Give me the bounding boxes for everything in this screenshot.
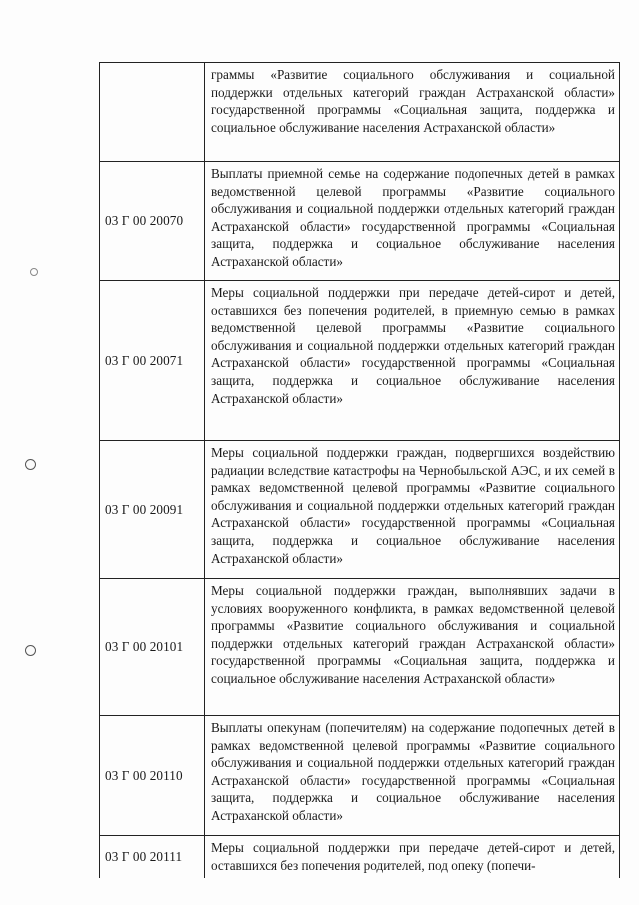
code-cell [100, 63, 205, 161]
table-row [100, 716, 620, 836]
code-cell: 03 Г 00 20101 [100, 579, 205, 715]
table-row [100, 579, 620, 716]
table-row [100, 441, 620, 579]
binder-hole [25, 645, 36, 656]
code-cell: 03 Г 00 20110 [100, 716, 205, 835]
description-cell: Меры социальной поддержки граждан, подвергшихся воздействию радиации вследствие катастрофы на Чернобыльской АЭС, и их семей в рамках ведомственной целевой программы «Развитие социального обслуживания и социальной поддержки отдельных категорий граждан Астраханской области» государственной программы «Социальная защита, поддержка и социальное обслуживание населения Астраханской области» [205, 441, 620, 578]
description-cell: Выплаты приемной семье на содержание подопечных детей в рамках ведомственной целевой программы «Развитие социального обслуживания и социальной поддержки отдельных категорий граждан Астраханской области» государственной программы «Социальная защита, поддержка и социальное обслуживание населения Астраханской области» [205, 162, 620, 280]
description-cell: граммы «Развитие социального обслуживания и социальной поддержки отдельных категорий граждан Астраханской области» государственной программы «Социальная защита, поддержка и социальное обслуживание населения Астраханской области» [205, 63, 620, 161]
description-cell: Меры социальной поддержки при передаче детей-сирот и детей, оставшихся без попечения родителей, под опеку (попечи- [205, 836, 620, 878]
table-row [100, 281, 620, 441]
description-cell: Меры социальной поддержки при передаче детей-сирот и детей, оставшихся без попечения родителей, в приемную семью в рамках ведомственной целевой программы «Развитие социального обслуживания и социальной поддержки отдельных категорий граждан Астраханской области» государственной программы «Социальная защита, поддержка и социальное обслуживание населения Астраханской области» [205, 281, 620, 440]
table-row [100, 63, 620, 162]
budget-code-table [99, 62, 620, 878]
code-cell: 03 Г 00 20070 [100, 162, 205, 280]
code-cell: 03 Г 00 20111 [100, 836, 205, 878]
scan-mark [30, 268, 38, 276]
code-cell: 03 Г 00 20071 [100, 281, 205, 440]
table-row [100, 836, 620, 878]
code-cell: 03 Г 00 20091 [100, 441, 205, 578]
description-cell: Выплаты опекунам (попечителям) на содержание подопечных детей в рамках ведомственной целевой программы «Развитие социального обслуживания и социальной поддержки отдельных категорий граждан Астраханской области» государственной программы «Социальная защита, поддержка и социальное обслуживание населения Астраханской области» [205, 716, 620, 835]
binder-hole [25, 459, 36, 470]
description-cell: Меры социальной поддержки граждан, выполнявших задачи в условиях вооруженного конфликта, в рамках ведомственной целевой программы «Развитие социального обслуживания и социальной поддержки отдельных категорий граждан Астраханской области» государственной программы «Социальная защита, поддержка и социальное обслуживание населения Астраханской области» [205, 579, 620, 715]
table-row [100, 162, 620, 281]
